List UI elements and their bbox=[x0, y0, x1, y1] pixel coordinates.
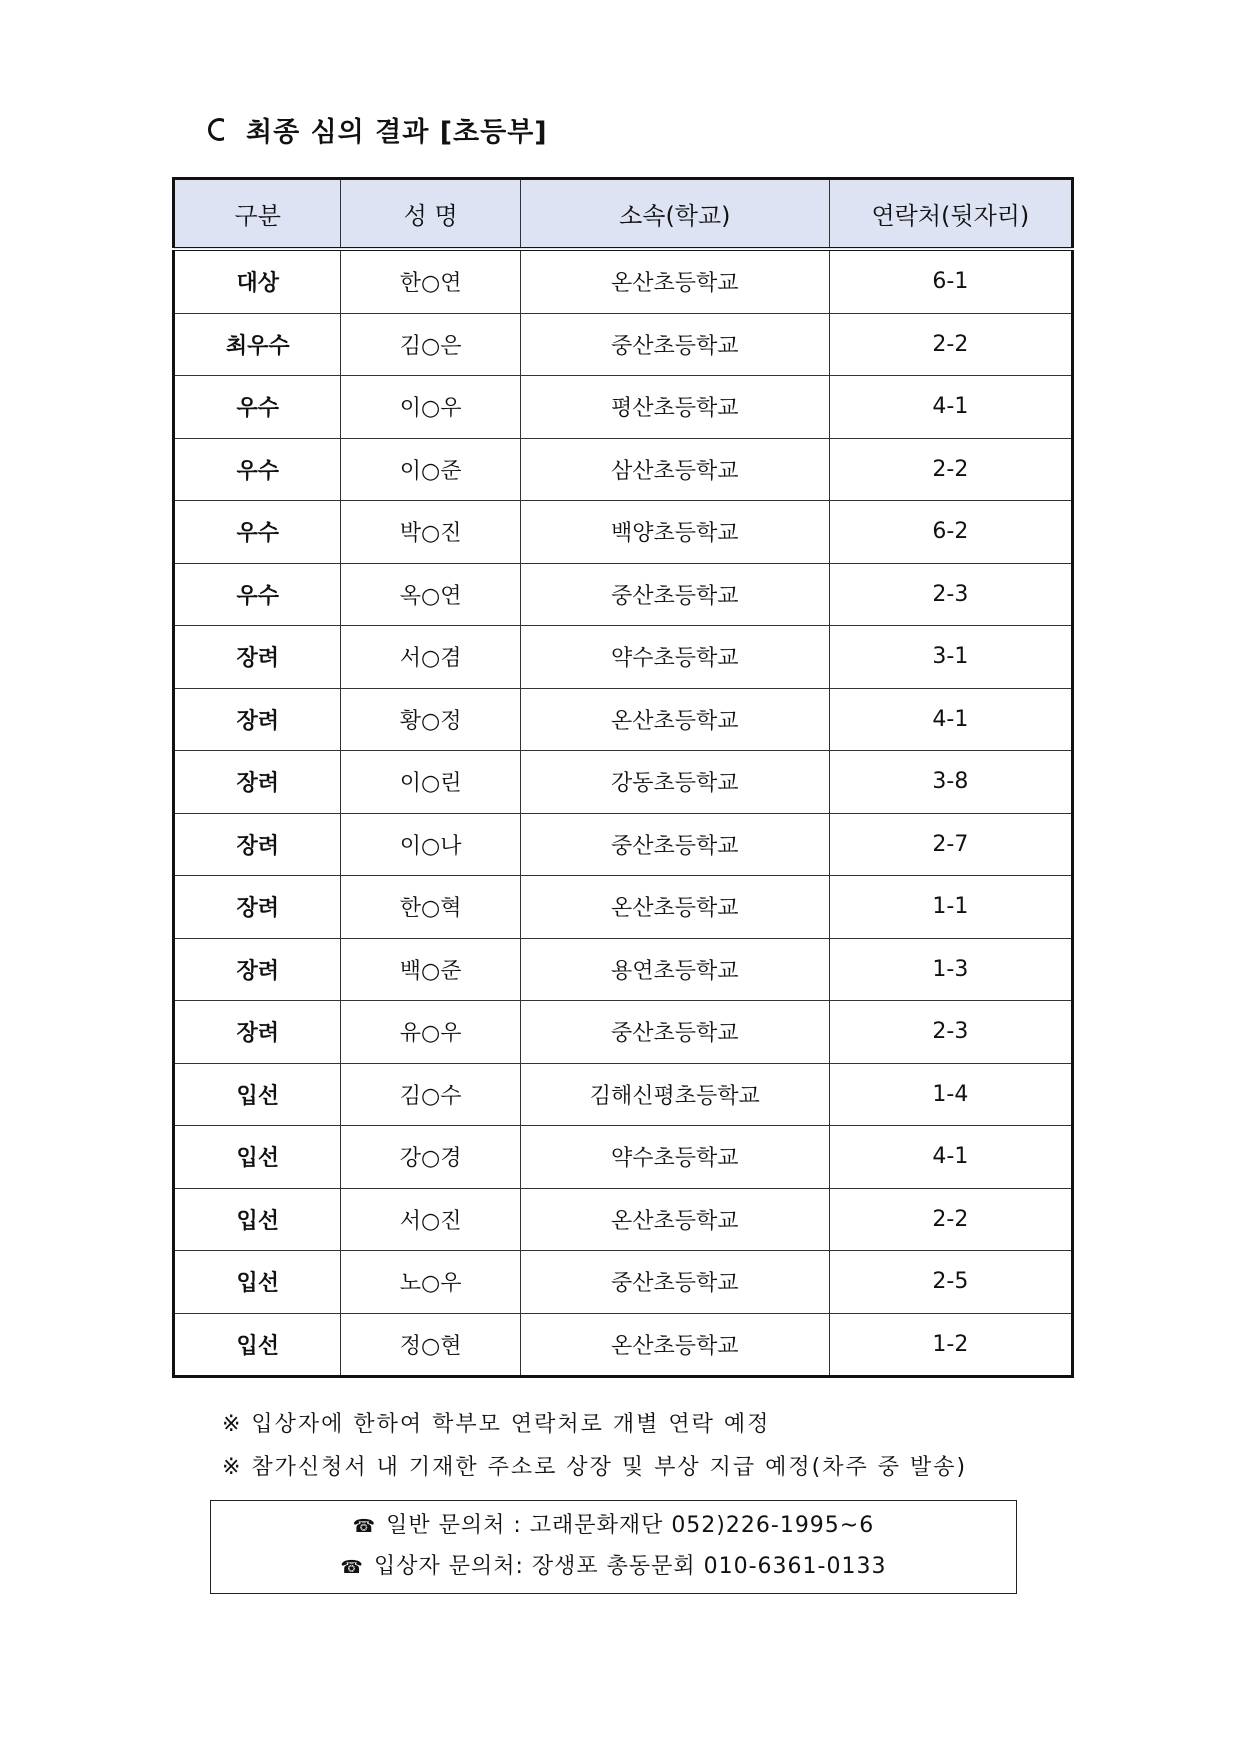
award-cell: 최우수 bbox=[174, 313, 341, 376]
award-cell: 우수 bbox=[174, 501, 341, 564]
table-row bbox=[174, 438, 1073, 501]
note-item: ※ 참가신청서 내 기재한 주소로 상장 및 부상 지급 예정(차주 중 발송) bbox=[222, 1455, 968, 1480]
school-cell: 강동초등학교 bbox=[520, 751, 829, 814]
table-row bbox=[174, 626, 1073, 689]
section-title-text: 최종 심의 결과 [초등부] bbox=[246, 117, 548, 148]
award-cell: 장려 bbox=[174, 813, 341, 876]
school-cell: 백양초등학교 bbox=[520, 501, 829, 564]
section-title bbox=[208, 110, 548, 149]
table-row bbox=[174, 938, 1073, 1001]
award-cell: 입선 bbox=[174, 1251, 341, 1314]
name-cell: 노○우 bbox=[341, 1251, 520, 1314]
table-row bbox=[174, 1188, 1073, 1251]
contact-cell: 1-1 bbox=[829, 876, 1072, 939]
contact-text: 일반 문의처 : 고래문화재단 052)226-1995~6 bbox=[386, 1513, 875, 1538]
phone-icon: ☎ bbox=[352, 1516, 377, 1537]
note-item: ※ 입상자에 한하여 학부모 연락처로 개별 연락 예정 bbox=[222, 1412, 771, 1437]
table-row bbox=[174, 688, 1073, 751]
name-cell: 이○우 bbox=[341, 376, 520, 439]
school-cell: 중산초등학교 bbox=[520, 813, 829, 876]
contact-line-general bbox=[353, 1506, 875, 1547]
contact-cell: 3-8 bbox=[829, 751, 1072, 814]
school-cell: 약수초등학교 bbox=[520, 626, 829, 689]
name-cell: 옥○연 bbox=[341, 563, 520, 626]
table-row bbox=[174, 313, 1073, 376]
table-header-row bbox=[174, 179, 1073, 250]
award-cell: 입선 bbox=[174, 1313, 341, 1377]
table-row bbox=[174, 813, 1073, 876]
school-cell: 김해신평초등학교 bbox=[520, 1063, 829, 1126]
name-cell: 황○정 bbox=[341, 688, 520, 751]
name-cell: 강○경 bbox=[341, 1126, 520, 1189]
contact-text: 입상자 문의처: 장생포 총동문회 010-6361-0133 bbox=[373, 1554, 887, 1579]
contact-cell: 4-1 bbox=[829, 1126, 1072, 1189]
school-cell: 온산초등학교 bbox=[520, 1313, 829, 1377]
school-cell: 중산초등학교 bbox=[520, 1251, 829, 1314]
school-cell: 중산초등학교 bbox=[520, 1001, 829, 1064]
contact-cell: 6-1 bbox=[829, 249, 1072, 313]
table-row bbox=[174, 501, 1073, 564]
school-cell: 삼산초등학교 bbox=[520, 438, 829, 501]
contact-cell: 2-3 bbox=[829, 1001, 1072, 1064]
award-cell: 우수 bbox=[174, 438, 341, 501]
half-circle-bullet-icon bbox=[208, 118, 224, 141]
table-row bbox=[174, 751, 1073, 814]
table-row bbox=[174, 376, 1073, 439]
contact-cell: 1-3 bbox=[829, 938, 1072, 1001]
name-cell: 이○준 bbox=[341, 438, 520, 501]
award-cell: 입선 bbox=[174, 1063, 341, 1126]
award-cell: 우수 bbox=[174, 563, 341, 626]
table-row bbox=[174, 1313, 1073, 1377]
name-cell: 김○수 bbox=[341, 1063, 520, 1126]
award-cell: 장려 bbox=[174, 751, 341, 814]
header-school: 소속(학교) bbox=[520, 179, 829, 250]
award-cell: 장려 bbox=[174, 626, 341, 689]
contact-cell: 4-1 bbox=[829, 688, 1072, 751]
phone-icon: ☎ bbox=[340, 1557, 364, 1578]
header-category: 구분 bbox=[174, 179, 341, 250]
award-cell: 입선 bbox=[174, 1188, 341, 1251]
table-row bbox=[174, 1063, 1073, 1126]
school-cell: 온산초등학교 bbox=[520, 1188, 829, 1251]
name-cell: 이○린 bbox=[341, 751, 520, 814]
award-cell: 장려 bbox=[174, 1001, 341, 1064]
school-cell: 중산초등학교 bbox=[520, 563, 829, 626]
name-cell: 백○준 bbox=[341, 938, 520, 1001]
contact-cell: 3-1 bbox=[829, 626, 1072, 689]
school-cell: 온산초등학교 bbox=[520, 688, 829, 751]
award-cell: 입선 bbox=[174, 1126, 341, 1189]
school-cell: 중산초등학교 bbox=[520, 313, 829, 376]
award-cell: 대상 bbox=[174, 249, 341, 313]
contact-cell: 2-5 bbox=[829, 1251, 1072, 1314]
table-row bbox=[174, 1251, 1073, 1314]
name-cell: 한○연 bbox=[341, 249, 520, 313]
header-contact: 연락처(뒷자리) bbox=[829, 179, 1072, 250]
name-cell: 정○현 bbox=[341, 1313, 520, 1377]
contact-cell: 1-2 bbox=[829, 1313, 1072, 1377]
award-cell: 장려 bbox=[174, 688, 341, 751]
contact-box bbox=[210, 1500, 1017, 1594]
contact-line-winners bbox=[341, 1547, 887, 1588]
name-cell: 서○진 bbox=[341, 1188, 520, 1251]
award-cell: 장려 bbox=[174, 876, 341, 939]
results-table bbox=[172, 177, 1074, 1378]
contact-cell: 2-3 bbox=[829, 563, 1072, 626]
table-row bbox=[174, 876, 1073, 939]
contact-cell: 2-2 bbox=[829, 313, 1072, 376]
contact-cell: 1-4 bbox=[829, 1063, 1072, 1126]
name-cell: 유○우 bbox=[341, 1001, 520, 1064]
school-cell: 용연초등학교 bbox=[520, 938, 829, 1001]
contact-cell: 2-2 bbox=[829, 1188, 1072, 1251]
school-cell: 평산초등학교 bbox=[520, 376, 829, 439]
table-row bbox=[174, 249, 1073, 313]
table-row bbox=[174, 1126, 1073, 1189]
school-cell: 약수초등학교 bbox=[520, 1126, 829, 1189]
award-cell: 우수 bbox=[174, 376, 341, 439]
contact-cell: 2-2 bbox=[829, 438, 1072, 501]
header-name: 성 명 bbox=[341, 179, 520, 250]
name-cell: 한○혁 bbox=[341, 876, 520, 939]
award-cell: 장려 bbox=[174, 938, 341, 1001]
name-cell: 김○은 bbox=[341, 313, 520, 376]
school-cell: 온산초등학교 bbox=[520, 249, 829, 313]
notes bbox=[222, 1403, 967, 1489]
contact-cell: 2-7 bbox=[829, 813, 1072, 876]
table-row bbox=[174, 1001, 1073, 1064]
name-cell: 서○겸 bbox=[341, 626, 520, 689]
name-cell: 박○진 bbox=[341, 501, 520, 564]
contact-cell: 6-2 bbox=[829, 501, 1072, 564]
table-row bbox=[174, 563, 1073, 626]
contact-cell: 4-1 bbox=[829, 376, 1072, 439]
name-cell: 이○나 bbox=[341, 813, 520, 876]
school-cell: 온산초등학교 bbox=[520, 876, 829, 939]
